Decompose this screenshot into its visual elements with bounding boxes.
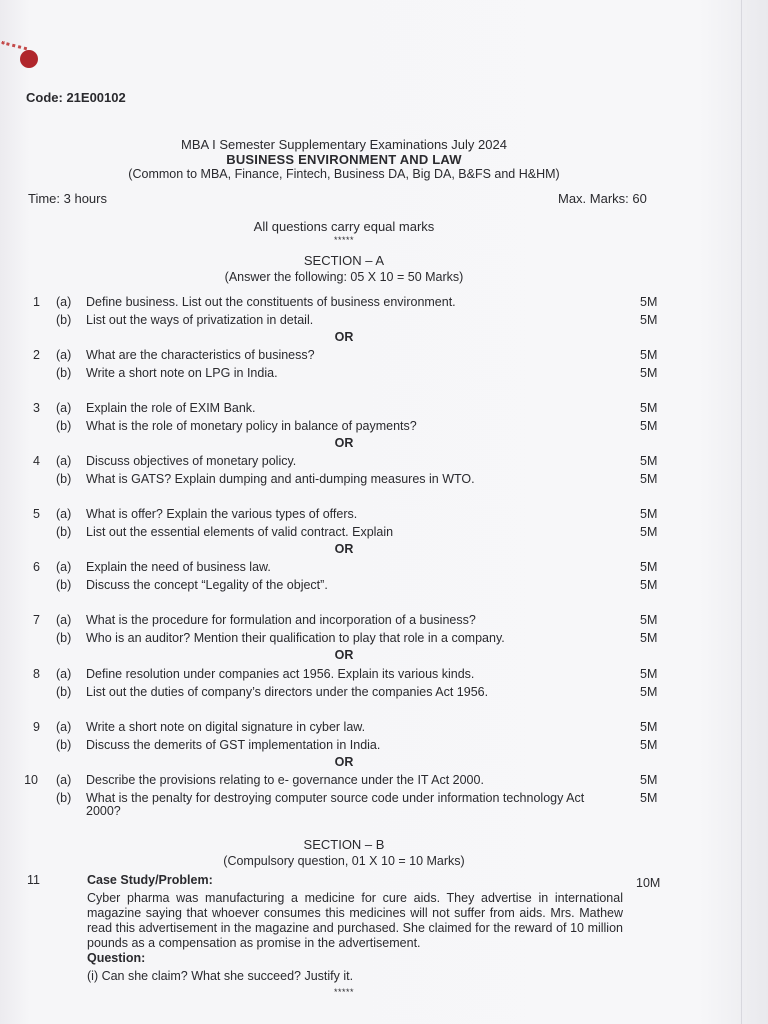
question-text: Define business. List out the constituents of business environment.	[86, 295, 456, 309]
question-part-label: (a)	[56, 773, 72, 787]
question-text: Discuss objectives of monetary policy.	[86, 454, 297, 468]
or-divider: OR	[334, 755, 354, 769]
question-marks: 5M	[640, 348, 658, 362]
question-marks: 5M	[640, 525, 658, 539]
subject-title: BUSINESS ENVIRONMENT AND LAW	[226, 152, 462, 167]
binding-tag	[20, 50, 38, 68]
question-text: Who is an auditor? Mention their qualification to play that role in a company.	[86, 631, 505, 645]
or-divider: OR	[334, 436, 354, 450]
question-text: What is offer? Explain the various types of offers.	[86, 507, 358, 521]
end-stars: *****	[333, 987, 354, 997]
question-part-label: (a)	[56, 560, 72, 574]
question-text: What is the role of monetary policy in balance of payments?	[86, 419, 417, 433]
exam-title: MBA I Semester Supplementary Examinations July 2024	[181, 137, 507, 152]
question-marks: 5M	[640, 419, 658, 433]
question-number: 4	[33, 454, 40, 468]
question-part-label: (b)	[56, 791, 72, 805]
question-part-label: (b)	[56, 419, 72, 433]
question-number: 7	[33, 613, 40, 627]
question-marks: 5M	[640, 313, 658, 327]
question-marks: 5M	[640, 613, 658, 627]
section-b-instructions: (Compulsory question, 01 X 10 = 10 Marks)	[223, 854, 465, 868]
section-a-title: SECTION – A	[303, 253, 385, 268]
question-part-label: (b)	[56, 472, 72, 486]
question-marks: 5M	[640, 401, 658, 415]
question-part-label: (a)	[56, 401, 72, 415]
question-text: Define resolution under companies act 1956. Explain its various kinds.	[86, 667, 475, 681]
question-text: What are the characteristics of business?	[86, 348, 315, 362]
section-b-title: SECTION – B	[303, 837, 385, 852]
question-marks: 5M	[640, 685, 658, 699]
question-part-label: (b)	[56, 578, 72, 592]
question-part-label: (a)	[56, 667, 72, 681]
question-number: 9	[33, 720, 40, 734]
question-text: What is the penalty for destroying computer source code under information technology Act	[86, 791, 585, 805]
question-label: Question:	[87, 951, 146, 965]
question-part-label: (b)	[56, 738, 72, 752]
question-number: 6	[33, 560, 40, 574]
or-divider: OR	[334, 330, 354, 344]
question-part-label: (a)	[56, 295, 72, 309]
question-text-continued: 2000?	[86, 804, 121, 818]
question-part-label: (b)	[56, 366, 72, 380]
question-marks: 5M	[640, 507, 658, 521]
question-marks: 5M	[640, 773, 658, 787]
paper-edge	[741, 0, 742, 1024]
question-marks: 5M	[640, 631, 658, 645]
question-part-label: (b)	[56, 525, 72, 539]
question-marks: 5M	[640, 366, 658, 380]
section-a-instructions: (Answer the following: 05 X 10 = 50 Marks)	[224, 270, 464, 284]
question-part-label: (a)	[56, 720, 72, 734]
question-part-label: (a)	[56, 613, 72, 627]
or-divider: OR	[334, 648, 354, 662]
question-marks: 5M	[640, 454, 658, 468]
question-text: List out the essential elements of valid contract. Explain	[86, 525, 394, 539]
question-part-label: (b)	[56, 631, 72, 645]
question-number: 1	[33, 295, 40, 309]
question-text: Describe the provisions relating to e- governance under the IT Act 2000.	[86, 773, 484, 787]
question-part-label: (a)	[56, 454, 72, 468]
question-number: 2	[33, 348, 40, 362]
or-divider: OR	[334, 542, 354, 556]
question-number: 10	[24, 773, 38, 787]
question-text: (i) Can she claim? What she succeed? Justify it.	[87, 969, 354, 983]
question-text: Explain the role of EXIM Bank.	[86, 401, 256, 415]
question-text: List out the duties of company’s directors under the companies Act 1956.	[86, 685, 489, 699]
question-marks: 5M	[640, 738, 658, 752]
separator-stars: *****	[333, 235, 354, 245]
question-part-label: (a)	[56, 507, 72, 521]
question-text: What is the procedure for formulation and incorporation of a business?	[86, 613, 476, 627]
case-study-body: Cyber pharma was manufacturing a medicine for cure aids. They advertise in international magazine saying that whoever consumes this medicines will not suffer from aids. Mrs. Mathew read this advertisement in the magazine and purchased. She claimed for the reward of 10 million pounds as a compensation as promise in the advertisement.	[87, 891, 623, 950]
question-part-label: (a)	[56, 348, 72, 362]
question-marks: 5M	[640, 720, 658, 734]
question-text: Write a short note on digital signature in cyber law.	[86, 720, 366, 734]
question-number: 11	[27, 873, 40, 887]
question-marks: 5M	[640, 791, 658, 805]
question-text: List out the ways of privatization in detail.	[86, 313, 314, 327]
question-part-label: (b)	[56, 313, 72, 327]
question-part-label: (b)	[56, 685, 72, 699]
question-text: Write a short note on LPG in India.	[86, 366, 278, 380]
question-text: Explain the need of business law.	[86, 560, 271, 574]
question-text: Discuss the concept “Legality of the object”.	[86, 578, 328, 592]
question-marks: 5M	[640, 295, 658, 309]
question-marks: 5M	[640, 667, 658, 681]
question-marks: 5M	[640, 560, 658, 574]
question-marks: 5M	[640, 472, 658, 486]
time-allowed: Time: 3 hours	[28, 191, 107, 206]
question-number: 5	[33, 507, 40, 521]
question-number: 8	[33, 667, 40, 681]
question-marks: 5M	[640, 578, 658, 592]
max-marks: Max. Marks: 60	[558, 191, 647, 206]
question-text: Discuss the demerits of GST implementation in India.	[86, 738, 381, 752]
case-study-title: Case Study/Problem:	[87, 873, 213, 887]
paper-code: Code: 21E00102	[26, 90, 126, 105]
question-marks: 10M	[636, 876, 661, 890]
question-text: What is GATS? Explain dumping and anti-dumping measures in WTO.	[86, 472, 475, 486]
question-number: 3	[33, 401, 40, 415]
common-to-note: (Common to MBA, Finance, Fintech, Business DA, Big DA, B&FS and H&HM)	[128, 167, 560, 181]
all-questions-note: All questions carry equal marks	[253, 219, 435, 234]
